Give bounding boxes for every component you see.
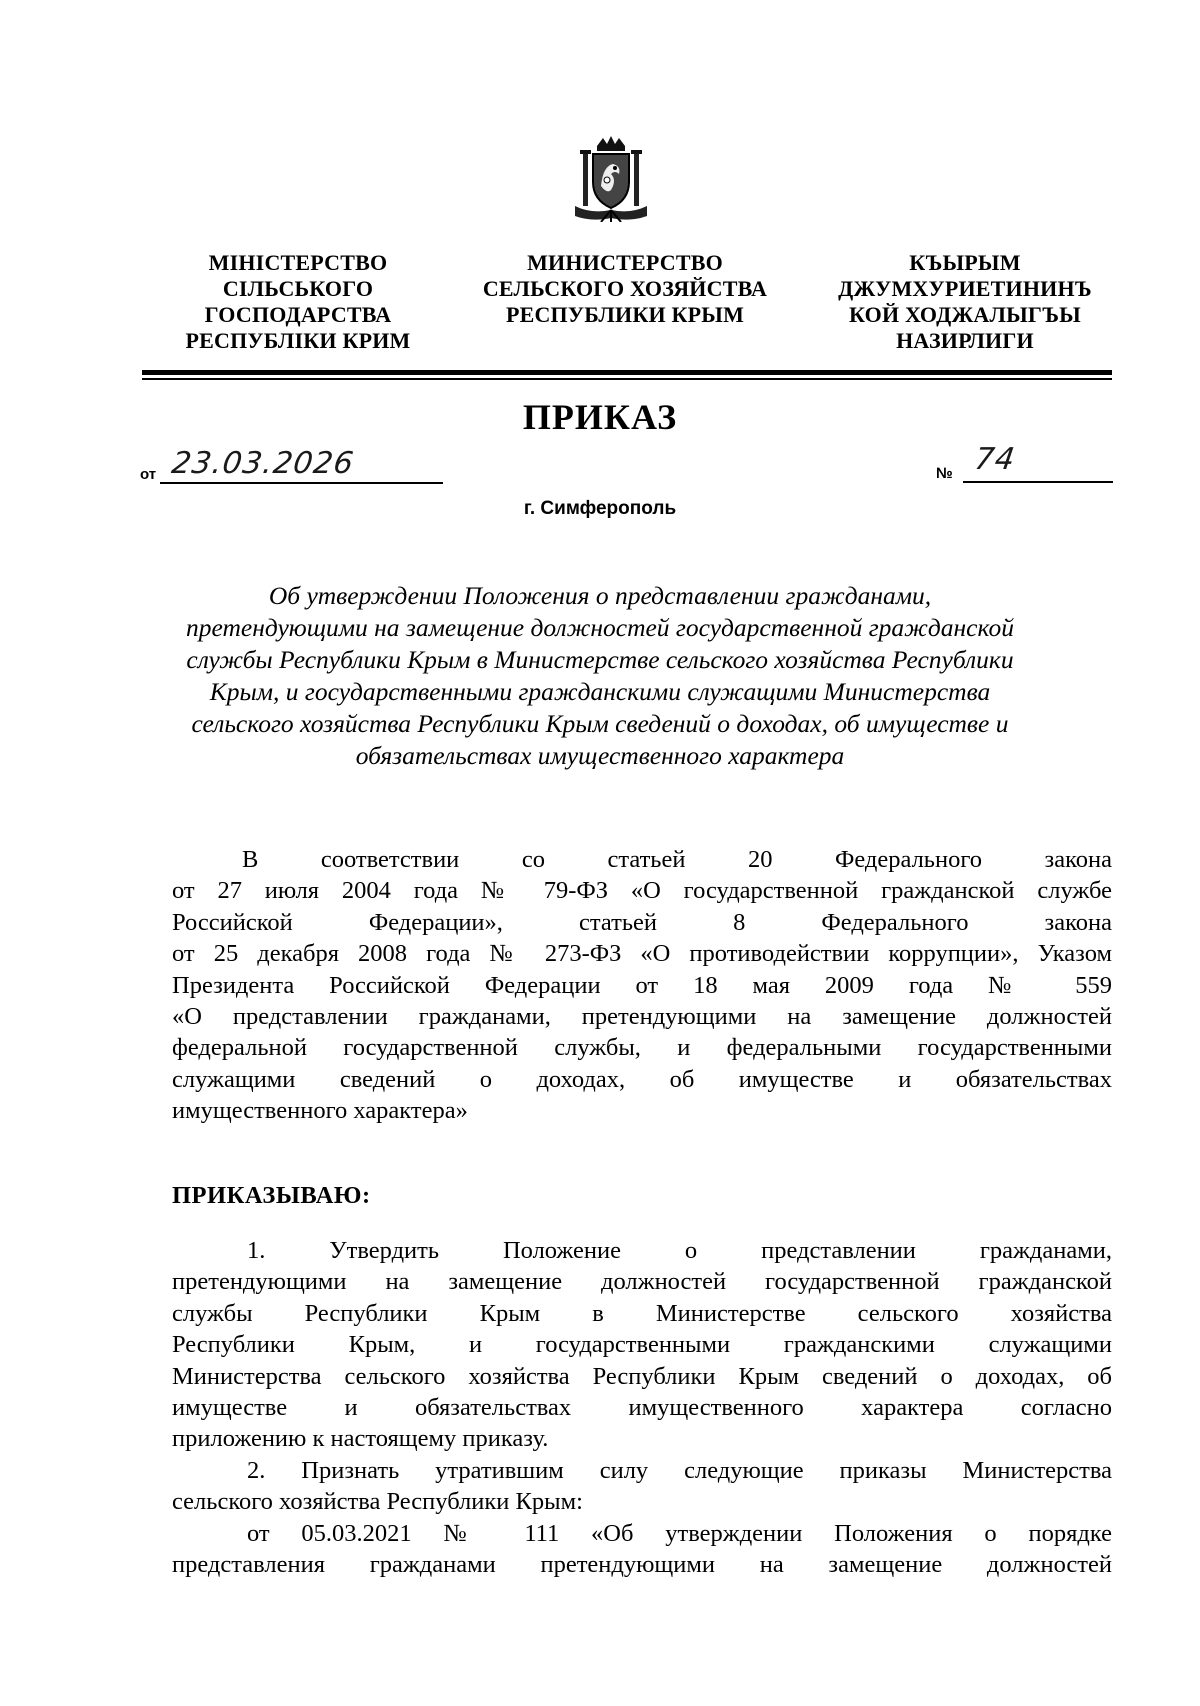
header-divider-thick <box>142 370 1112 375</box>
subject-line: Крым, и государственными гражданскими служащими Министерства <box>209 677 991 706</box>
order-item-1 <box>172 1235 1112 1455</box>
header-ministry-ukrainian <box>168 250 428 354</box>
body-line: сельского хозяйства Республики Крым: <box>172 1488 583 1516</box>
body-line: Российской Федерации», статьей 8 Федерального закона <box>172 908 1112 936</box>
header-ministry-russian <box>455 250 795 328</box>
body-line: служащими сведений о доходах, об имуществе и обязательствах <box>172 1065 1112 1093</box>
document-subject <box>120 580 1080 772</box>
subject-line: сельского хозяйства Республики Крым сведений о доходах, об имуществе и <box>191 709 1009 738</box>
header-left-line: ГОСПОДАРСТВА <box>204 302 392 327</box>
header-right-line: ДЖУМХУРИЕТИНИНЪ <box>838 276 1092 301</box>
body-line: Министерства сельского хозяйства Республики Крым сведений о доходах, об <box>172 1362 1112 1390</box>
body-line: претендующими на замещение должностей государственной гражданской <box>172 1268 1112 1296</box>
order-directive: ПРИКАЗЫВАЮ: <box>172 1182 371 1209</box>
header-ministry-crimean-tatar <box>815 250 1115 354</box>
header-center-line: РЕСПУБЛИКИ КРЫМ <box>505 302 745 327</box>
preamble-paragraph <box>172 844 1112 1127</box>
number-value: 74 <box>972 442 1018 477</box>
header-left-line: МІНІСТЕРСТВО <box>208 250 388 275</box>
subject-line: службы Республики Крым в Министерстве сельского хозяйства Республики <box>186 645 1014 674</box>
header-right-line: КЪЫРЫМ <box>909 250 1021 275</box>
city: г. Симферополь <box>523 498 677 519</box>
header-right-line: КОЙ ХОДЖАЛЫГЪЫ <box>849 302 1081 327</box>
body-line: Президента Российской Федерации от 18 мая 2009 года № 559 <box>172 971 1112 999</box>
body-line: представления гражданами претендующими на замещение должностей <box>172 1551 1112 1579</box>
body-line: 1. Утвердить Положение о представлении гражданами, <box>247 1237 1112 1264</box>
body-line: имущественного характера» <box>172 1097 468 1125</box>
body-line: «О представлении гражданами, претендующими на замещение должностей <box>172 1002 1112 1030</box>
body-line: приложению к настоящему приказу. <box>172 1425 549 1453</box>
date-underline <box>160 482 443 484</box>
header-center-line: МИНИСТЕРСТВО <box>527 250 723 275</box>
header-center-line: СЕЛЬСКОГО ХОЗЯЙСТВА <box>482 276 768 301</box>
date-value: 23.03.2026 <box>169 446 357 481</box>
date-label: от <box>140 466 157 483</box>
header-right-line: НАЗИРЛИГИ <box>896 328 1034 353</box>
body-line: от 27 июля 2004 года № 79-ФЗ «О государственной гражданской службе <box>172 877 1112 905</box>
crimea-coat-of-arms-icon <box>571 136 651 222</box>
body-line: 2. Признать утратившим силу следующие приказы Министерства <box>247 1457 1112 1484</box>
body-line: В соответствии со статьей 20 Федерального закона <box>242 846 1112 873</box>
header-left-line: РЕСПУБЛІКИ КРИМ <box>185 328 411 353</box>
subject-line: претендующими на замещение должностей государственной гражданской <box>186 613 1014 642</box>
order-item-2 <box>172 1455 1112 1581</box>
header-divider-thin <box>142 378 1112 380</box>
subject-line: Об утверждении Положения о представлении гражданами, <box>268 581 932 610</box>
number-underline <box>963 481 1113 483</box>
body-line: федеральной государственной службы, и федеральными государственными <box>172 1034 1112 1062</box>
number-label: № <box>936 465 953 482</box>
subject-line: обязательствах имущественного характера <box>355 741 845 770</box>
document-title: ПРИКАЗ <box>522 397 678 437</box>
body-line: от 05.03.2021 № 111 «Об утверждении Положения о порядке <box>247 1519 1112 1547</box>
header-left-line: СІЛЬСЬКОГО <box>222 276 374 301</box>
body-line: от 25 декабря 2008 года № 273-ФЗ «О противодействии коррупции», Указом <box>172 940 1112 968</box>
body-line: имуществе и обязательствах имущественного характера согласно <box>172 1393 1112 1421</box>
body-line: службы Республики Крым в Министерстве сельского хозяйства <box>172 1299 1112 1327</box>
body-line: Республики Крым, и государственными гражданскими служащими <box>172 1331 1112 1359</box>
